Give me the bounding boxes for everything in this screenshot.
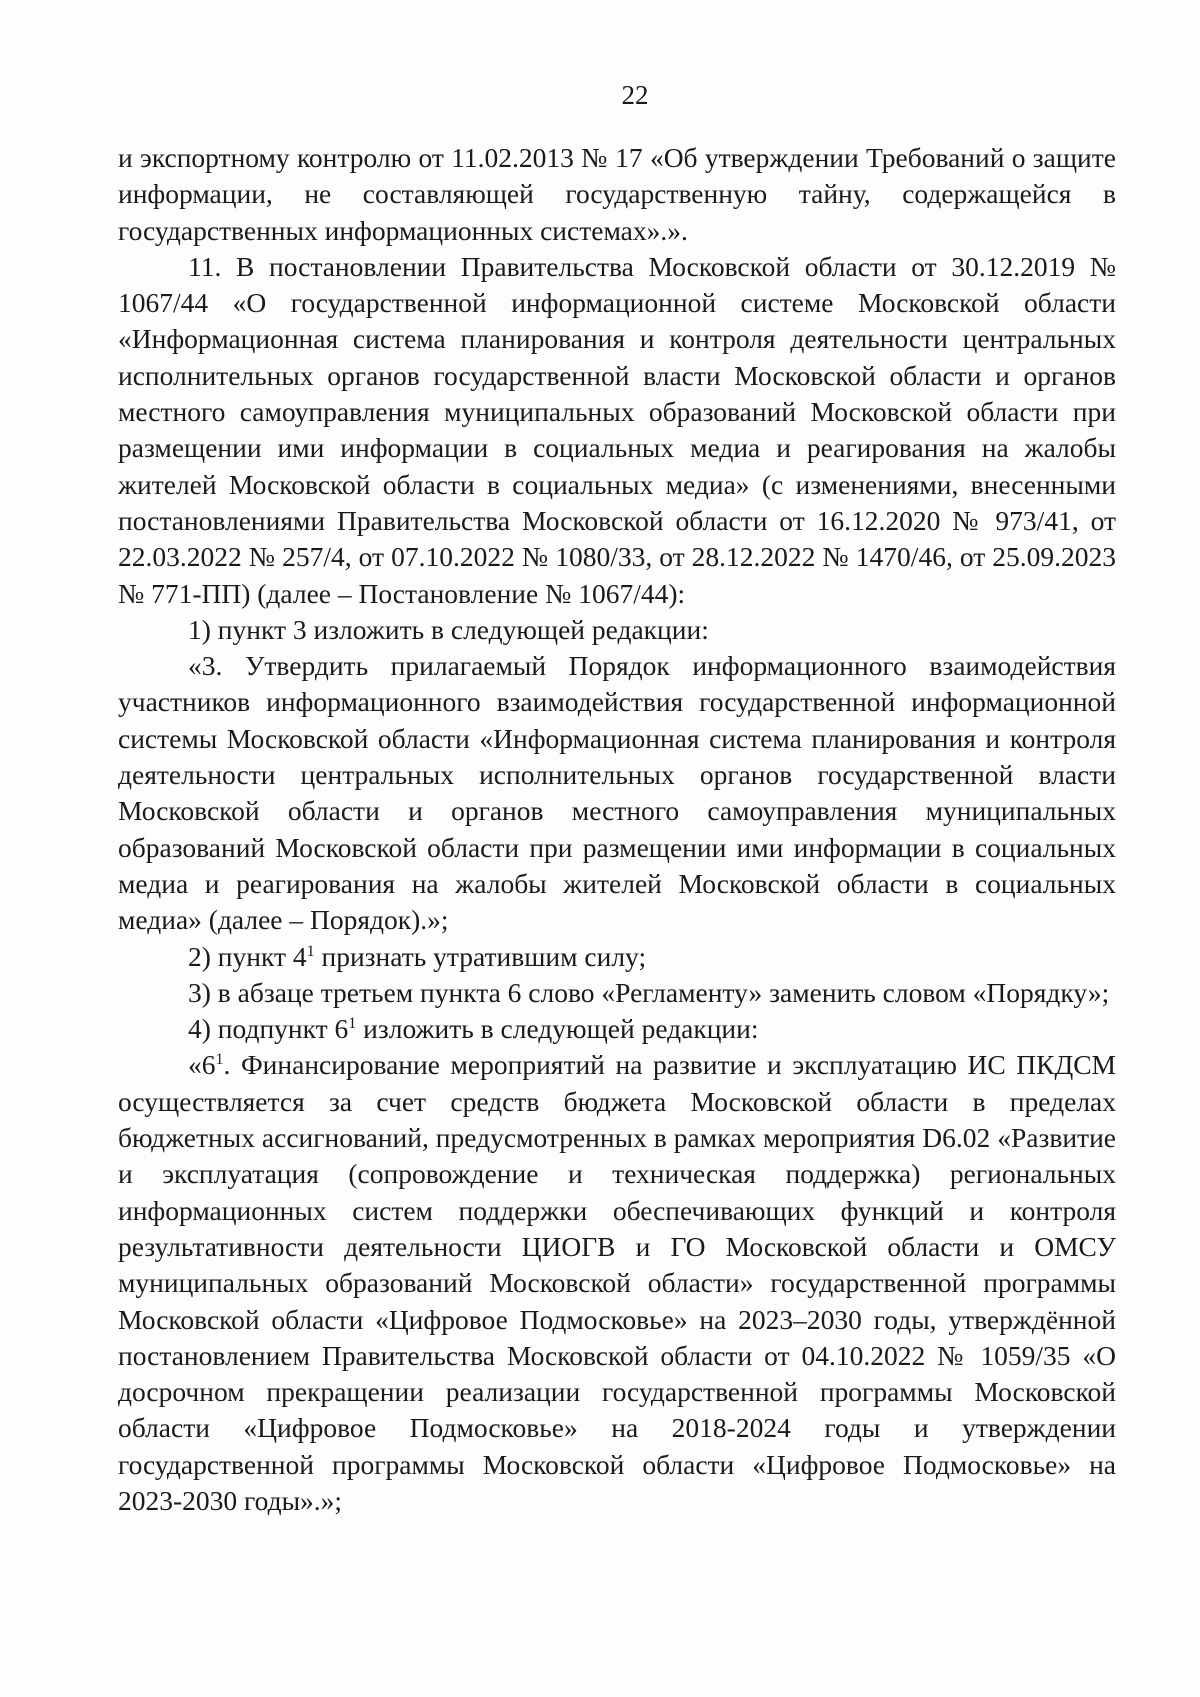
- paragraph-subitem-4: [118, 1011, 1116, 1047]
- paragraph-subitem-3: 3) в абзаце третьем пункта 6 слово «Регламенту» заменить словом «Порядку»;: [188, 976, 1110, 1008]
- paragraph-subitem-2: [118, 939, 1116, 975]
- superscript: 1: [306, 942, 315, 960]
- paragraph-text: признать утратившим силу;: [314, 940, 647, 972]
- page-number: 22: [621, 80, 649, 110]
- paragraph-text: изложить в следующей редакции:: [356, 1013, 759, 1045]
- document-body: [118, 140, 1116, 1519]
- paragraph-text: . Финансирование мероприятий на развитие и эксплуатацию ИС ПКДСМ осуществляется за счет средств бюджета Московской области в пределах бюджетных ассигнований, предусмотренных в рамках мероприятия D6.02 «Развитие и эксплуатация (сопровождение и техническая поддержка) региональных информационных систем поддержки обеспечивающих функций и контроля результативности деятельности ЦИОГВ и ГО Московской области и ОМСУ муниципальных образований Московской области» государственной программы Московской области «Цифровое Подмосковье» на 2023–2030 годы, утверждённой постановлением Правительства Московской области от 04.10.2022 № 1059/35 «О досрочном прекращении реализации государственной программы Московской области «Цифровое Подмосковье» на 2018-2024 годы и утверждении государственной программы Московской области «Цифровое Подмосковье» на 2023-2030 годы».»;: [118, 1049, 1116, 1516]
- paragraph-item-11: 11. В постановлении Правительства Московской области от 30.12.2019 № 1067/44 «О государственной информационной системе Московской области «Информационная система планирования и контроля деятельности центральных исполнительных органов государственной власти Московской области и органов местного самоуправления муниципальных образований Московской области при размещении ими информации в социальных медиа и реагирования на жалобы жителей Московской области в социальных медиа» (с изменениями, внесенными постановлениями Правительства Московской области от 16.12.2020 № 973/41, от 22.03.2022 № 257/4, от 07.10.2022 № 1080/33, от 28.12.2022 № 1470/46, от 25.09.2023 № 771-ПП) (далее – Постановление № 1067/44):: [118, 250, 1116, 609]
- superscript: 1: [215, 1051, 224, 1069]
- paragraph-quoted-item-3: «3. Утвердить прилагаемый Порядок информационного взаимодействия участников информационного взаимодействия государственной информационной системы Московской области «Информационная система планирования и контроля деятельности центральных исполнительных органов государственной власти Московской области и органов местного самоуправления муниципальных образований Московской области при размещении ими информации в социальных медиа и реагирования на жалобы жителей Московской области в социальных медиа» (далее – Порядок).»;: [118, 650, 1116, 936]
- paragraph-subitem-1: 1) пункт 3 изложить в следующей редакции:: [188, 613, 709, 645]
- paragraph-text: 2) пункт 4: [188, 940, 307, 972]
- superscript: 1: [348, 1015, 357, 1033]
- paragraph-text: 4) подпункт 6: [188, 1013, 349, 1045]
- paragraph-quoted-item-6-1: [118, 1047, 1116, 1519]
- paragraph-continuation: и экспортному контролю от 11.02.2013 № 17 «Об утверждении Требований о защите информации, не составляющей государственную тайну, содержащейся в государственных информационных системах».».: [118, 142, 1116, 246]
- paragraph-text: «6: [188, 1049, 216, 1081]
